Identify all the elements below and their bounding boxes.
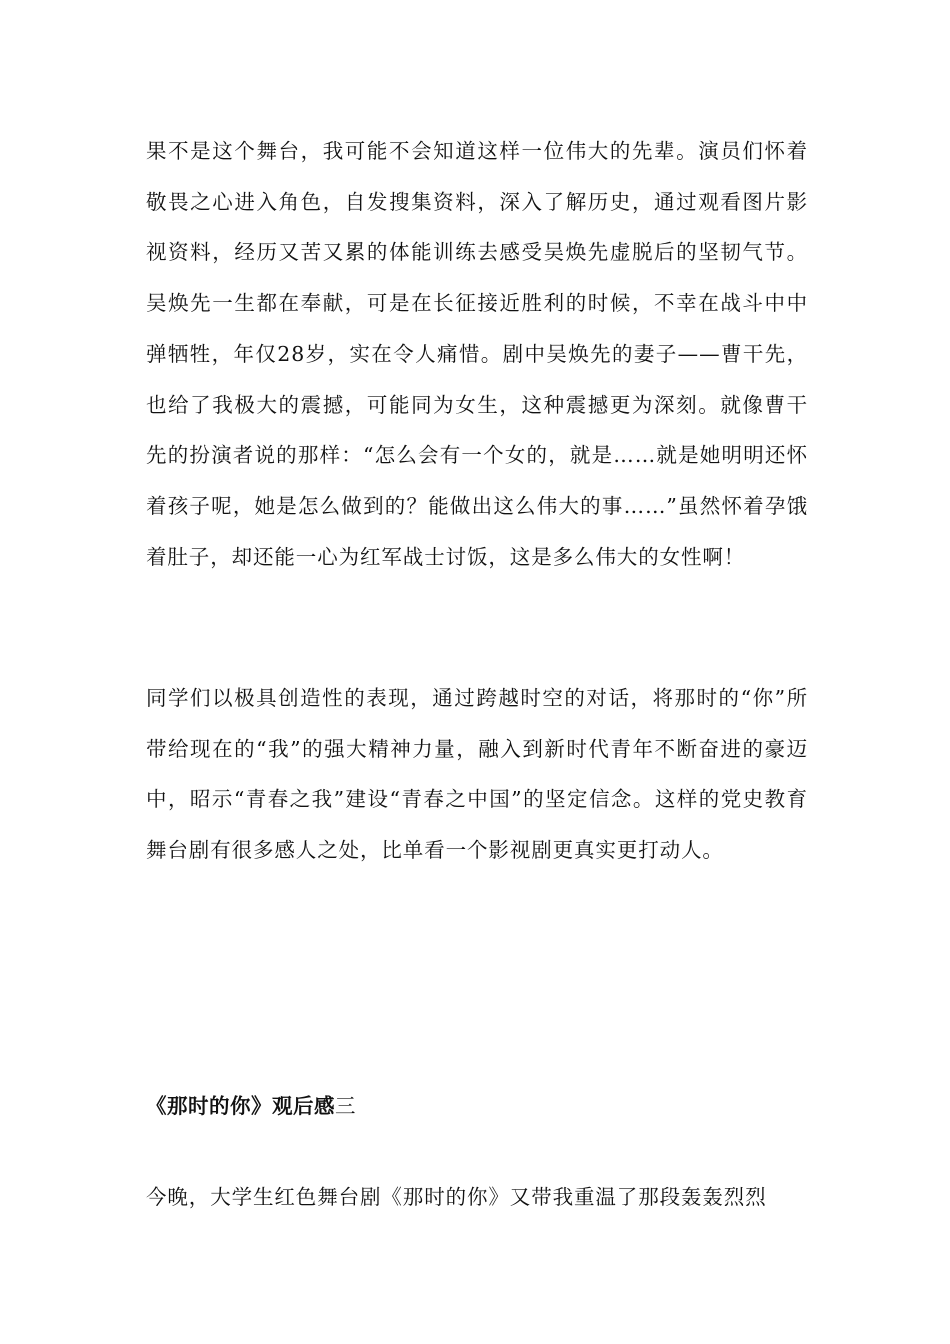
section-heading-number: 三 bbox=[335, 1094, 356, 1118]
body-paragraph-1: 果不是这个舞台，我可能不会知道这样一位伟大的先辈。演员们怀着敬畏之心进入角色，自发搜集资料，深入了解历史，通过观看图片影视资料，经历又苦又累的体能训练去感受吴焕先虚脱后的坚韧气节。吴焕先一生都在奉献，可是在长征接近胜利的时候，不幸在战斗中中弹牺牲，年仅28岁，实在令人痛惜。剧中吴焕先的妻子——曹干先，也给了我极大的震撼，可能同为女生，这种震撼更为深刻。就像曹干先的扮演者说的那样：“怎么会有一个女的，就是……就是她明明还怀着孩子呢，她是怎么做到的？能做出这么伟大的事……”虽然怀着孕饿着肚子，却还能一心为红军战士讨饭，这是多么伟大的女性啊！ bbox=[146, 139, 808, 569]
section-heading-title: 《那时的你》观后感 bbox=[146, 1094, 335, 1118]
body-paragraph-2: 同学们以极具创造性的表现，通过跨越时空的对话，将那时的“你”所带给现在的“我”的强大精神力量，融入到新时代青年不断奋进的豪迈中，昭示“青春之我”建设“青春之中国”的坚定信念。这样的党史教育舞台剧有很多感人之处，比单看一个影视剧更真实更打动人。 bbox=[146, 686, 808, 863]
body-paragraph-3: 今晚，大学生红色舞台剧《那时的你》又带我重温了那段轰轰烈烈 bbox=[146, 1185, 767, 1209]
section-heading bbox=[146, 1081, 356, 1131]
